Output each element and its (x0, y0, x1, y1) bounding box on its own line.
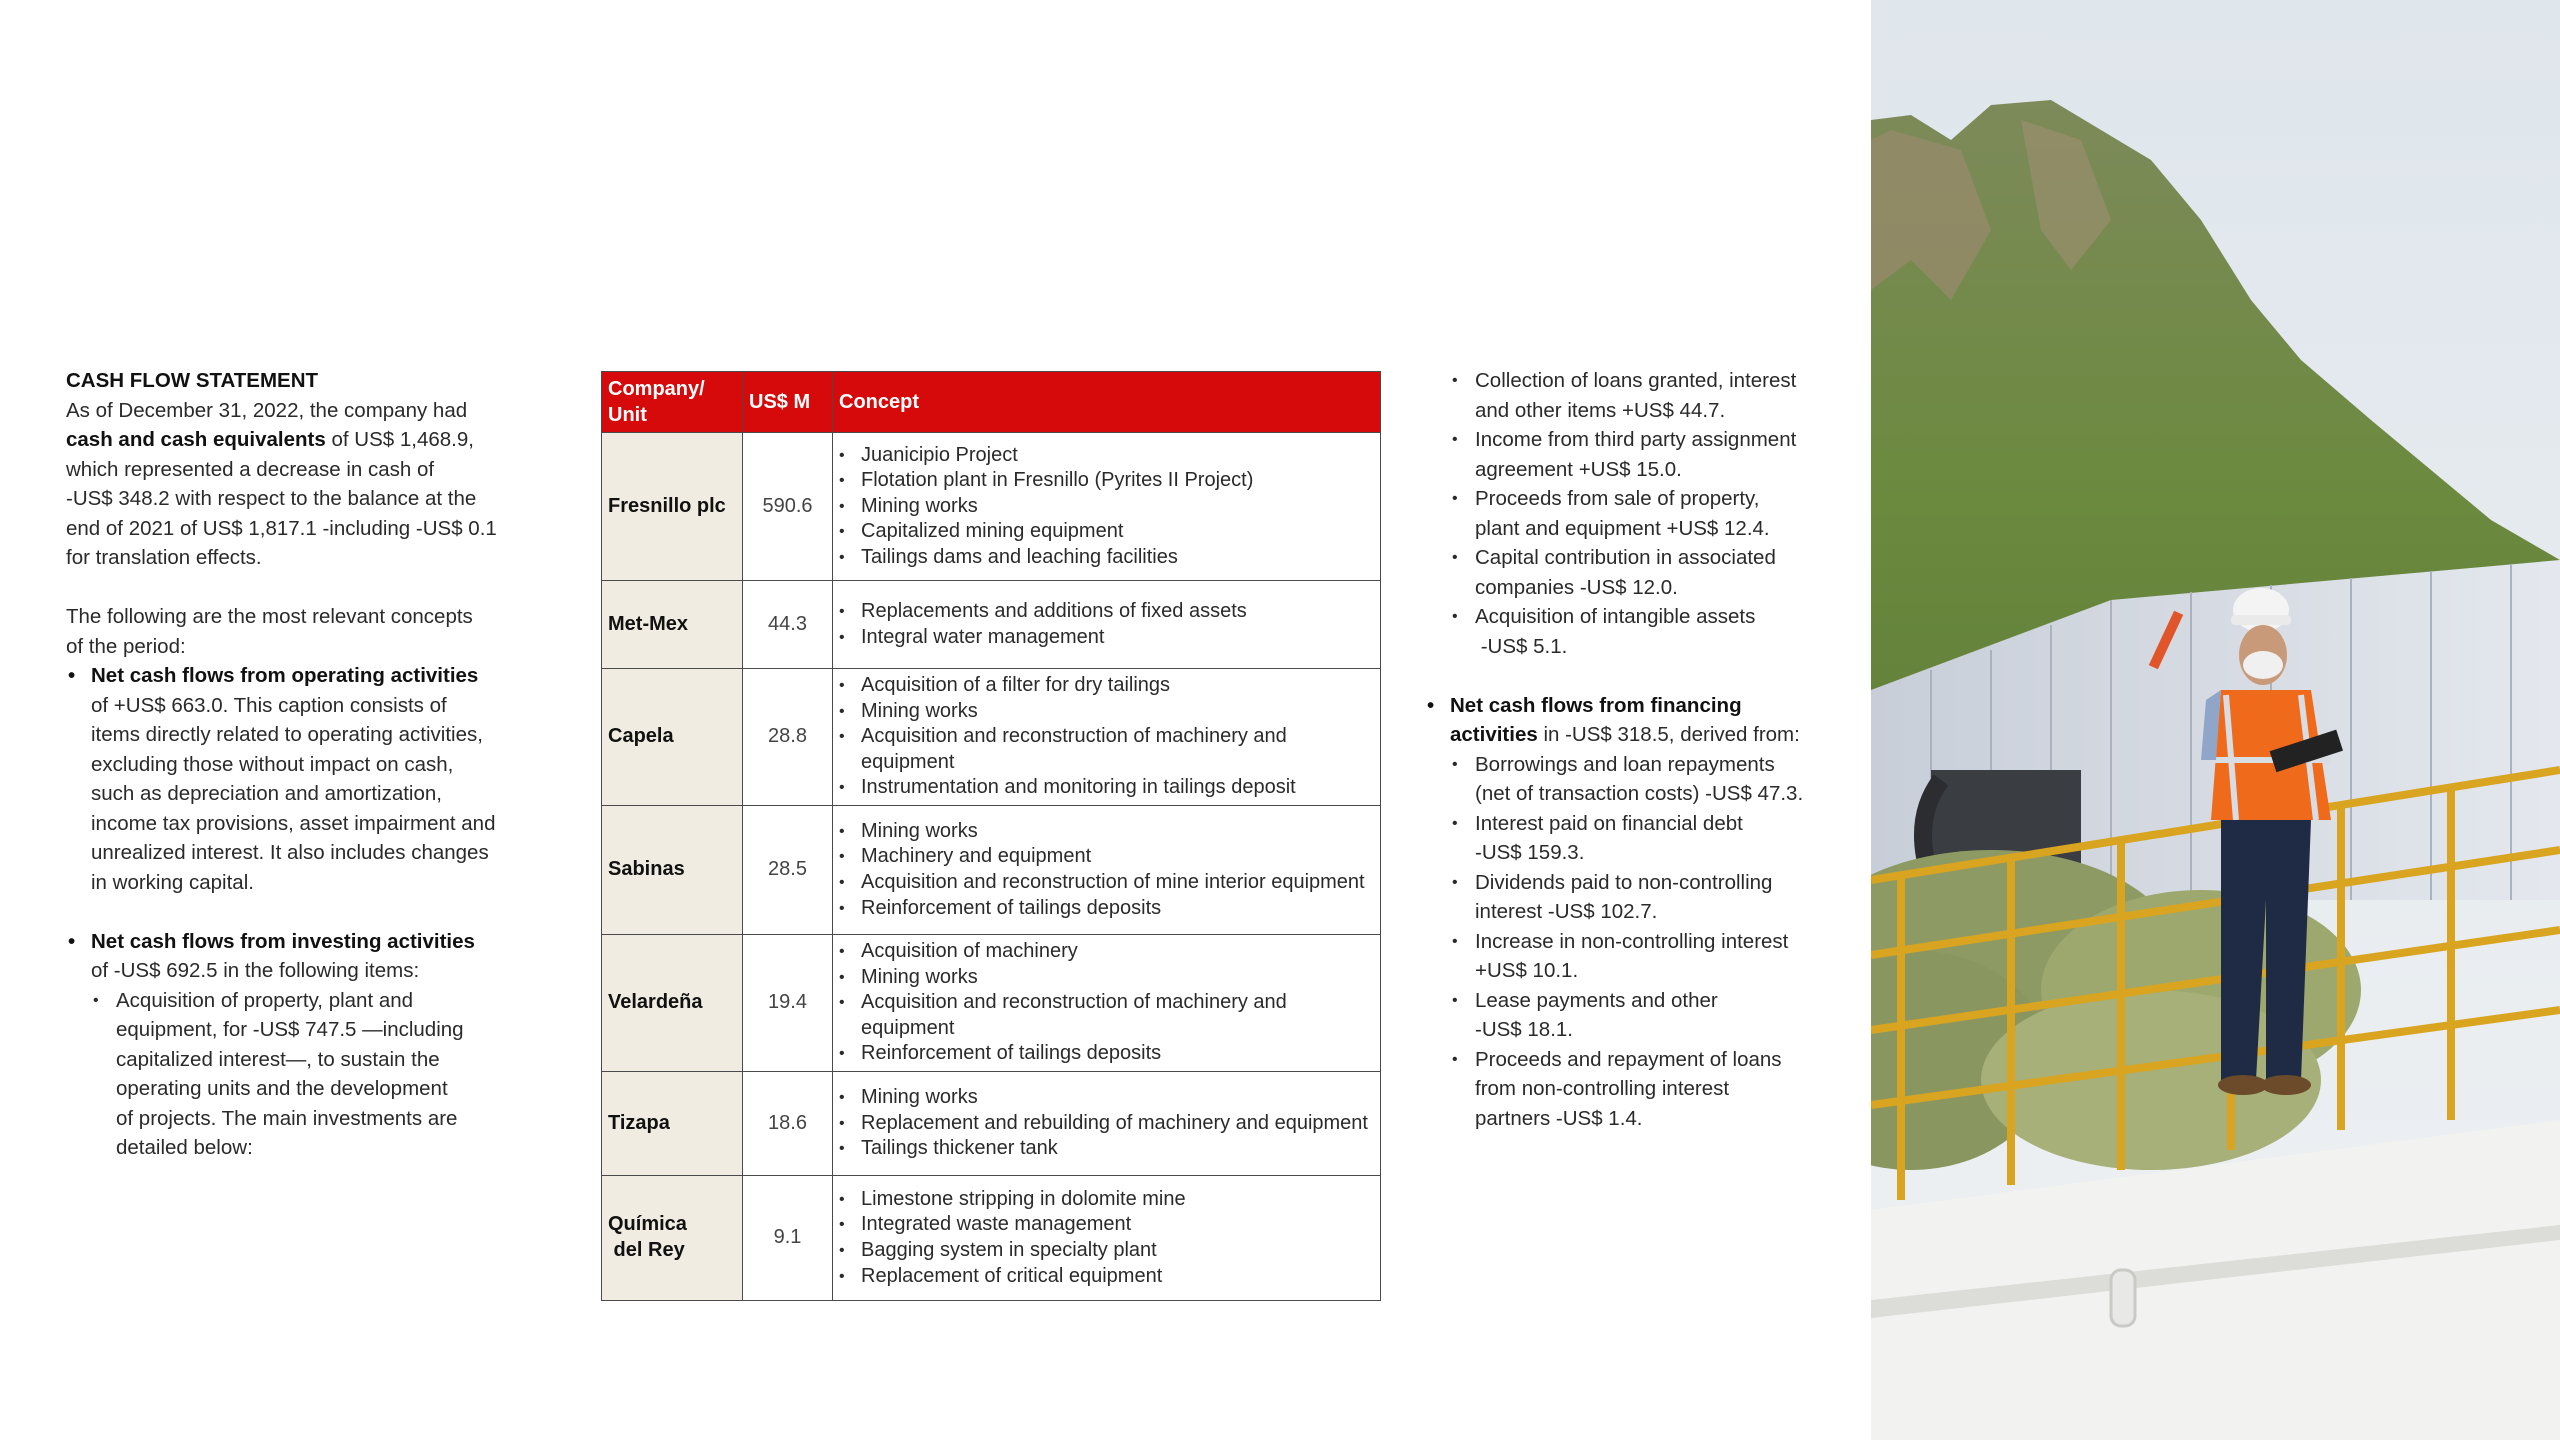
company-cell: Capela (602, 669, 743, 806)
table-row (602, 433, 1381, 581)
operating-line: items directly related to operating activities, (91, 723, 483, 746)
amount-cell: 19.4 (743, 934, 833, 1071)
subitem-line: detailed below: (116, 1136, 253, 1159)
investing-sublist (91, 986, 521, 1163)
concept-cell (833, 433, 1381, 581)
concept-cell (833, 581, 1381, 669)
subitem-line: • Acquisition of property, plant and (116, 988, 414, 1012)
concept-item: • Mining works (839, 965, 1374, 991)
concept-item: • Tailings thickener tank (839, 1136, 1374, 1162)
concept-item: • Acquisition and reconstruction of mine interior equipment (839, 870, 1374, 896)
investing-subitem: • Collection of loans granted, interest and other items +US$ 44.7. (1450, 366, 1845, 425)
concept-item: • Flotation plant in Fresnillo (Pyrites II Project) (839, 468, 1374, 494)
following-line: of the period: (66, 634, 186, 658)
header-concept: Concept (833, 372, 1381, 433)
financing-subitem: • Borrowings and loan repayments (net of transaction costs) -US$ 47.3. (1450, 750, 1845, 809)
investing-heading: • Net cash flows from investing activities (91, 929, 475, 953)
table-row (602, 1175, 1381, 1300)
concept-item: • Acquisition and reconstruction of machinery and equipment (839, 990, 1374, 1041)
table-row (602, 581, 1381, 669)
concept-cell (833, 805, 1381, 934)
left-column (66, 366, 521, 1163)
table-row (602, 669, 1381, 806)
investing-items-continued (1450, 366, 1845, 661)
amount-cell: 28.8 (743, 669, 833, 806)
concept-item: • Acquisition and reconstruction of machinery and equipment (839, 724, 1374, 775)
concept-item: • Mining works (839, 819, 1374, 845)
intro-line: As of December 31, 2022, the company had (66, 398, 468, 422)
concept-item: • Integrated waste management (839, 1212, 1374, 1238)
concept-cell (833, 669, 1381, 806)
operating-line: excluding those without impact on cash, (91, 752, 454, 776)
investing-subitem: • Acquisition of intangible assets -US$ 5.1. (1450, 602, 1845, 661)
concept-item: • Replacements and additions of fixed assets (839, 599, 1374, 625)
financing-subitem: • Proceeds and repayment of loans from non-controlling interest partners -US$ 1.4. (1450, 1045, 1845, 1134)
right-column (1425, 366, 1845, 1133)
concept-cell (833, 1071, 1381, 1175)
subitem-line: equipment, for -US$ 747.5 —including (116, 1018, 464, 1041)
concept-item: • Acquisition of a filter for dry tailings (839, 673, 1374, 699)
intro-line: for translation effects. (66, 546, 262, 569)
company-cell: Química del Rey (602, 1175, 743, 1300)
investing-subitem (91, 986, 521, 1163)
financing-sublist (1450, 750, 1845, 1134)
concept-item: • Machinery and equipment (839, 844, 1374, 870)
table-row (602, 934, 1381, 1071)
intro-line: end of 2021 of US$ 1,817.1 -including -US$ 0.1 (66, 516, 497, 540)
operating-line: unrealized interest. It also includes changes (91, 841, 489, 864)
following-line: The following are the most relevant concepts (66, 605, 473, 628)
table-row (602, 805, 1381, 934)
subitem-line: of projects. The main investments are (116, 1106, 458, 1130)
financing-list (1425, 691, 1845, 1134)
subitem-line: capitalized interest—, to sustain the (116, 1047, 440, 1071)
operating-item (66, 661, 521, 927)
concept-item: • Mining works (839, 494, 1374, 520)
financing-line: activities in -US$ 318.5, derived from: (1450, 723, 1800, 746)
operating-heading: • Net cash flows from operating activities (91, 664, 479, 687)
subitem-line: operating units and the development (116, 1077, 448, 1100)
section-title: CASH FLOW STATEMENT (66, 369, 319, 392)
concept-item: • Reinforcement of tailings deposits (839, 896, 1374, 922)
cash-equivalents-term: cash and cash equivalents (66, 428, 326, 451)
intro-line: which represented a decrease in cash of (66, 457, 435, 481)
concept-cell (833, 1175, 1381, 1300)
investing-subitem: • Income from third party assignment agreement +US$ 15.0. (1450, 425, 1845, 484)
amount-cell: 28.5 (743, 805, 833, 934)
investments-table (601, 371, 1381, 1301)
concept-item: • Bagging system in specialty plant (839, 1238, 1374, 1264)
financing-subitem: • Increase in non-controlling interest +US$ 10.1. (1450, 927, 1845, 986)
intro-line (66, 425, 521, 455)
concept-item: • Limestone stripping in dolomite mine (839, 1187, 1374, 1213)
photo-illustration (1871, 0, 2560, 1440)
concept-item: • Instrumentation and monitoring in tailings deposit (839, 775, 1374, 801)
company-cell: Met-Mex (602, 581, 743, 669)
concept-item: • Integral water management (839, 625, 1374, 651)
financing-subitem: • Dividends paid to non-controlling interest -US$ 102.7. (1450, 868, 1845, 927)
operating-line: such as depreciation and amortization, (91, 782, 442, 805)
company-cell: Velardeña (602, 934, 743, 1071)
investing-subitem: • Capital contribution in associated companies -US$ 12.0. (1450, 543, 1845, 602)
financing-subitem: • Lease payments and other -US$ 18.1. (1450, 986, 1845, 1045)
worker-on-platform-photo (1871, 0, 2560, 1440)
amount-cell: 590.6 (743, 433, 833, 581)
table-header-row (602, 372, 1381, 433)
financing-item (1425, 691, 1845, 1134)
company-cell: Tizapa (602, 1071, 743, 1175)
concept-item: • Acquisition of machinery (839, 939, 1374, 965)
concept-item: • Replacement of critical equipment (839, 1264, 1374, 1290)
concept-item: • Capitalized mining equipment (839, 519, 1374, 545)
company-cell: Sabinas (602, 805, 743, 934)
intro-line-rest: of US$ 1,468.9, (325, 428, 474, 451)
concept-item: • Tailings dams and leaching facilities (839, 545, 1374, 571)
table-row (602, 1071, 1381, 1175)
amount-cell: 9.1 (743, 1175, 833, 1300)
financing-subitem: • Interest paid on financial debt -US$ 159.3. (1450, 809, 1845, 868)
operating-line: income tax provisions, asset impairment and (91, 811, 496, 835)
concept-item: • Mining works (839, 1085, 1374, 1111)
operating-line: of +US$ 663.0. This caption consists of (91, 693, 447, 717)
concept-item: • Reinforcement of tailings deposits (839, 1041, 1374, 1067)
investing-subitem: • Proceeds from sale of property, plant and equipment +US$ 12.4. (1450, 484, 1845, 543)
concept-item: • Replacement and rebuilding of machinery and equipment (839, 1111, 1374, 1137)
operating-line: in working capital. (91, 870, 254, 894)
cash-flow-list (66, 661, 521, 1163)
concept-item: • Juanicipio Project (839, 443, 1374, 469)
amount-cell: 44.3 (743, 581, 833, 669)
header-company: Company/ Unit (602, 372, 743, 433)
amount-cell: 18.6 (743, 1071, 833, 1175)
header-amount: US$ M (743, 372, 833, 433)
concept-item: • Mining works (839, 699, 1374, 725)
financing-heading: • Net cash flows from financing (1450, 693, 1742, 717)
investing-line: of -US$ 692.5 in the following items: (91, 959, 420, 982)
intro-line: -US$ 348.2 with respect to the balance at the (66, 487, 477, 510)
company-cell: Fresnillo plc (602, 433, 743, 581)
concept-cell (833, 934, 1381, 1071)
investing-item (66, 927, 521, 1163)
